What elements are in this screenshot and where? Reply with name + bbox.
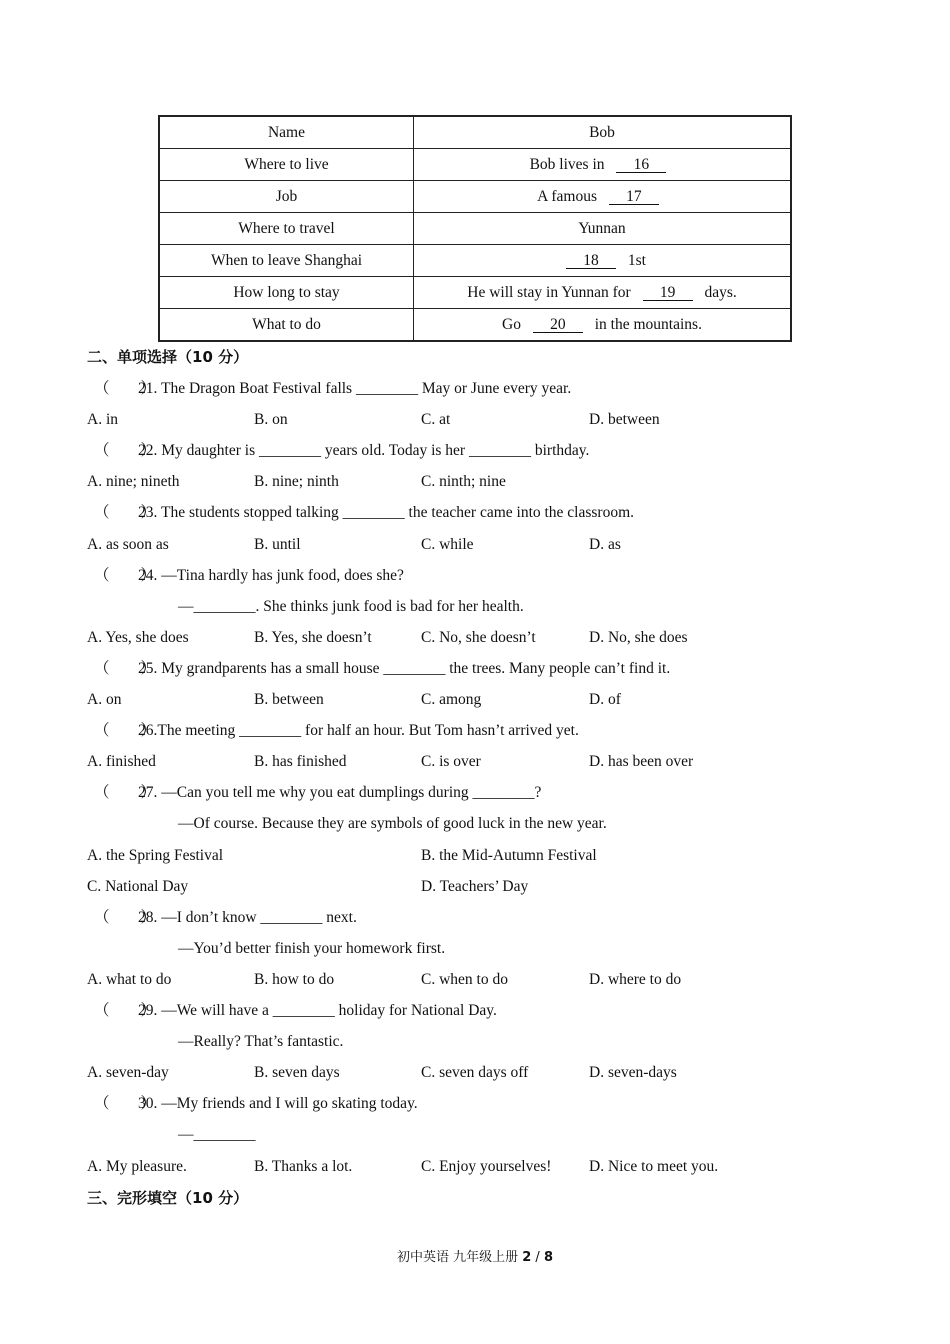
option-d: D. where to do: [589, 971, 682, 988]
option-d: D. Teachers’ Day: [421, 878, 529, 895]
dialogue-line: —________: [178, 1126, 256, 1143]
answer-bracket[interactable]: （ ）: [94, 504, 157, 521]
answer-bracket[interactable]: （ ）: [94, 722, 157, 739]
option-a: A. what to do: [87, 971, 172, 988]
question-stem: [94, 720, 579, 742]
option-a: A. on: [87, 691, 122, 708]
option-b: B. seven days: [254, 1064, 340, 1081]
blank-number: 16: [616, 157, 666, 173]
blank-number: 17: [609, 189, 659, 205]
value-text: A famous: [537, 187, 601, 205]
question-stem: [94, 1093, 418, 1115]
section-2-title: 二、单项选择（10 分）: [87, 348, 249, 366]
table-value-cell: [414, 116, 792, 149]
option-d: D. as: [589, 536, 621, 553]
option-c: C. No, she doesn’t: [421, 629, 536, 646]
footer-course: 初中英语 九年级上册: [396, 1250, 523, 1265]
option-b: B. nine; ninth: [254, 473, 339, 490]
question-text: 29. —We will have a ________ holiday for National Day.: [138, 1002, 497, 1019]
question-stem: [94, 565, 404, 587]
question-text: 27. —Can you tell me why you eat dumplings during ________?: [138, 784, 542, 801]
answer-bracket[interactable]: （ ）: [94, 1095, 157, 1112]
footer-page-total: 8: [543, 1250, 553, 1265]
answer-bracket[interactable]: （ ）: [94, 660, 157, 677]
question-text: 28. —I don’t know ________ next.: [138, 909, 357, 926]
value-text: He will stay in Yunnan for: [467, 283, 635, 301]
table-row: [159, 245, 791, 277]
option-d: D. seven-days: [589, 1064, 677, 1081]
question-stem: [94, 378, 571, 400]
question-text: 25. My grandparents has a small house ________ the trees. Many people can’t find it.: [138, 660, 671, 677]
option-a: A. Yes, she does: [87, 629, 189, 646]
option-c: C. is over: [421, 753, 481, 770]
option-c: C. ninth; nine: [421, 473, 506, 490]
table-row: [159, 309, 791, 342]
option-c: C. among: [421, 691, 482, 708]
value-text: Bob lives in: [529, 155, 609, 173]
answer-bracket[interactable]: （ ）: [94, 442, 157, 459]
footer-page-number: 2: [522, 1250, 532, 1265]
table-label-cell: How long to stay: [159, 277, 414, 309]
question-stem: [94, 502, 634, 524]
option-c: C. at: [421, 411, 451, 428]
table-row: [159, 181, 791, 213]
option-b: B. on: [254, 411, 288, 428]
option-b: B. how to do: [254, 971, 335, 988]
blank-number: 19: [643, 285, 693, 301]
table-row: [159, 149, 791, 181]
table-label-cell: Job: [159, 181, 414, 213]
dialogue-line: —________. She thinks junk food is bad for her health.: [178, 598, 524, 615]
answer-bracket[interactable]: （ ）: [94, 567, 157, 584]
option-d: D. No, she does: [589, 629, 688, 646]
value-text: days.: [700, 283, 737, 301]
value-text: 1st: [624, 251, 646, 269]
answer-bracket[interactable]: （ ）: [94, 380, 157, 397]
option-b: B. has finished: [254, 753, 347, 770]
table-row: [159, 277, 791, 309]
question-text: 21. The Dragon Boat Festival falls ________ May or June every year.: [138, 380, 572, 397]
option-c: C. while: [421, 536, 474, 553]
table-label-cell: When to leave Shanghai: [159, 245, 414, 277]
page-footer: [0, 1246, 950, 1265]
info-table: [158, 115, 792, 342]
option-a: A. finished: [87, 753, 156, 770]
option-d: D. of: [589, 691, 621, 708]
option-c: C. seven days off: [421, 1064, 529, 1081]
table-value-cell: [414, 309, 792, 342]
table-value-cell: [414, 277, 792, 309]
blank-number: 18: [566, 253, 616, 269]
table-value-cell: [414, 149, 792, 181]
section-3-title: 三、完形填空（10 分）: [87, 1189, 249, 1207]
option-a: A. the Spring Festival: [87, 847, 224, 864]
table-value-cell: [414, 213, 792, 245]
question-text: 26.The meeting ________ for half an hour. But Tom hasn’t arrived yet.: [138, 722, 579, 739]
option-b: B. Thanks a lot.: [254, 1158, 353, 1175]
answer-bracket[interactable]: （ ）: [94, 1002, 157, 1019]
table-label-cell: Where to travel: [159, 213, 414, 245]
option-a: A. seven-day: [87, 1064, 169, 1081]
option-c: C. Enjoy yourselves!: [421, 1158, 552, 1175]
option-b: B. Yes, she doesn’t: [254, 629, 372, 646]
option-c: C. National Day: [87, 878, 189, 895]
option-a: A. nine; nineth: [87, 473, 180, 490]
value-text: in the mountains.: [590, 315, 702, 333]
table-label-cell: Name: [159, 116, 414, 149]
value-text: Bob: [589, 123, 615, 141]
option-a: A. in: [87, 411, 118, 428]
question-stem: [94, 782, 541, 804]
question-text: 22. My daughter is ________ years old. Today is her ________ birthday.: [138, 442, 590, 459]
option-d: D. has been over: [589, 753, 694, 770]
table-row: [159, 213, 791, 245]
value-text: Yunnan: [578, 219, 626, 237]
option-b: B. between: [254, 691, 324, 708]
option-a: A. My pleasure.: [87, 1158, 187, 1175]
question-stem: [94, 658, 670, 680]
dialogue-line: —Of course. Because they are symbols of good luck in the new year.: [178, 815, 607, 832]
option-d: D. between: [589, 411, 660, 428]
dialogue-line: —You’d better finish your homework first.: [178, 940, 446, 957]
question-stem: [94, 907, 357, 929]
value-text: Go: [502, 315, 525, 333]
option-a: A. as soon as: [87, 536, 169, 553]
question-stem: [94, 1000, 497, 1022]
option-b: B. the Mid-Autumn Festival: [421, 847, 597, 864]
dialogue-line: —Really? That’s fantastic.: [178, 1033, 344, 1050]
table-label-cell: What to do: [159, 309, 414, 342]
question-text: 23. The students stopped talking ________ the teacher came into the classroom.: [138, 504, 635, 521]
table-value-cell: [414, 245, 792, 277]
table-label-cell: Where to live: [159, 149, 414, 181]
question-text: 24. —Tina hardly has junk food, does she?: [138, 567, 404, 584]
option-c: C. when to do: [421, 971, 508, 988]
table-value-cell: [414, 181, 792, 213]
question-stem: [94, 440, 589, 462]
option-d: D. Nice to meet you.: [589, 1158, 719, 1175]
option-b: B. until: [254, 536, 301, 553]
answer-bracket[interactable]: （ ）: [94, 784, 157, 801]
question-text: 30. —My friends and I will go skating today.: [138, 1095, 418, 1112]
table-row: [159, 116, 791, 149]
answer-bracket[interactable]: （ ）: [94, 909, 157, 926]
blank-number: 20: [533, 317, 583, 333]
footer-separator: /: [531, 1250, 544, 1265]
